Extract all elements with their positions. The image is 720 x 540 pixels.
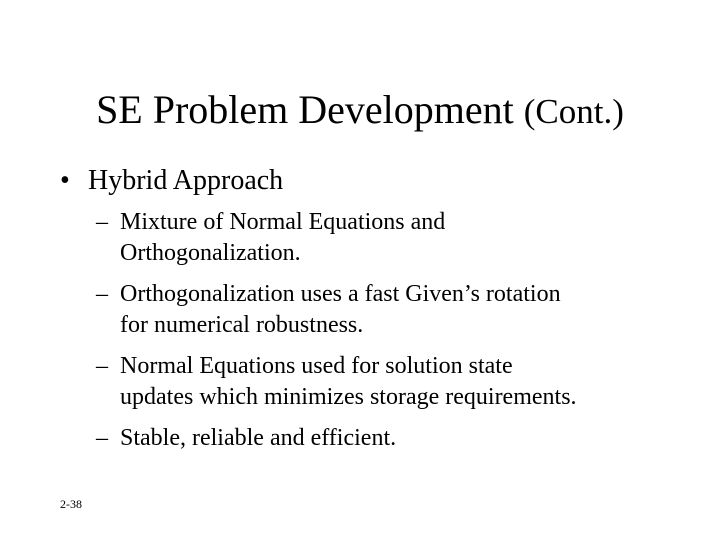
bullet-hybrid-approach (60, 164, 283, 198)
slide-title-main: SE Problem Development (96, 87, 514, 132)
sub-bullet-line: updates which minimizes storage requirements. (120, 384, 577, 410)
sub-bullet-marker: – (96, 281, 108, 307)
sub-bullet-line: for numerical robustness. (120, 312, 364, 338)
slide-number: 2-38 (60, 497, 82, 511)
sub-bullet-item (96, 351, 696, 413)
sub-bullet-line: Orthogonalization. (120, 240, 301, 266)
sub-bullet-marker: – (96, 209, 108, 235)
sub-bullet-line: Orthogonalization uses a fast Given’s rotation (120, 281, 561, 307)
sub-bullet-item (96, 423, 696, 454)
sub-bullet-marker: – (96, 425, 108, 451)
sub-bullet-line: Normal Equations used for solution state (120, 353, 513, 379)
slide-title (0, 86, 720, 136)
bullet-text: Hybrid Approach (88, 165, 284, 196)
bullet-marker: • (60, 165, 70, 196)
sub-bullet-line: Stable, reliable and efficient. (120, 425, 397, 451)
sub-bullet-list (96, 207, 696, 464)
sub-bullet-item (96, 279, 696, 341)
sub-bullet-marker: – (96, 353, 108, 379)
sub-bullet-item (96, 207, 696, 269)
slide-title-suffix: (Cont.) (523, 92, 624, 131)
sub-bullet-line: Mixture of Normal Equations and (120, 209, 446, 235)
